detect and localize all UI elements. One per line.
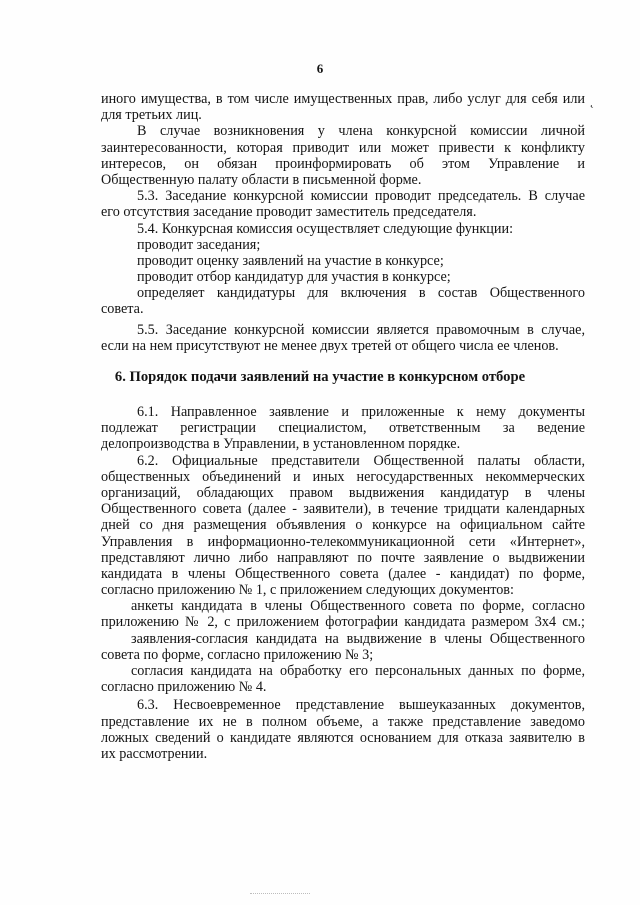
text-line: согласия кандидата на обработку его персональных данных по форме, [131, 663, 585, 679]
text-line: представляют лично либо направляют по почте заявление о выдвижении [101, 549, 585, 566]
text-line: проводит оценку заявлений на участие в конкурсе; [137, 252, 444, 269]
text-line: В случае возникновения у члена конкурсной комиссии личной [137, 123, 585, 140]
text-line: иного имущества, в том числе имущественных прав, либо услуг для себя или [101, 91, 585, 107]
text-line: дней со дня размещения объявления о конкурсе на официальном сайте [101, 517, 585, 534]
text-line: 6.2. Официальные представители Общественной палаты области, [137, 452, 585, 469]
text-line: приложению № 2, с приложением фотографии кандидата размером 3х4 см.; [101, 614, 585, 631]
text-line: проводит заседания; [137, 236, 261, 253]
text-line: подлежат регистрации специалистом, ответственным за ведение [101, 420, 585, 437]
text-line: заинтересованности, которая приводит или может привести к конфликту [101, 139, 585, 156]
section6-body [101, 404, 585, 762]
text-line: делопроизводства в Управлении, в установленном порядке. [101, 436, 461, 453]
text-line: проводит отбор кандидатур для участия в конкурсе; [137, 269, 451, 286]
text-line: общественных объединений и иных негосударственных некоммерческих [101, 468, 585, 485]
text-line: для третьих лиц. [101, 107, 202, 124]
text-line: 5.3. Заседание конкурсной комиссии проводит председатель. В случае [137, 188, 585, 205]
text-line: согласно приложению № 1, с приложением следующих документов: [101, 582, 514, 599]
stray-mark: ˛ [590, 94, 594, 108]
text-line: совета. [101, 301, 144, 318]
text-line: совета по форме, согласно приложению № 3; [101, 646, 374, 663]
section-heading: 6. Порядок подачи заявлений на участие в конкурсном отборе [114, 369, 526, 385]
text-line: организаций, обладающих правом выдвижения кандидатур в члены [101, 484, 585, 501]
text-line: 6.3. Несвоевременное представление вышеуказанных документов, [137, 697, 585, 714]
text-line: Общественного совета (далее - заявители), в течение тридцати календарных [101, 501, 585, 518]
text-line: его отсутствия заседание проводит заместитель председателя. [101, 204, 477, 221]
text-line: представление их не в полном объеме, а также представление заведомо [101, 713, 585, 730]
text-line: заявления-согласия кандидата на выдвижение в члены Общественного [131, 630, 585, 647]
text-line: 6.1. Направленное заявление и приложенные к нему документы [137, 404, 585, 420]
text-line: определяет кандидатуры для включения в состав Общественного [137, 285, 585, 302]
text-line: ложных сведений о кандидате являются основанием для отказа заявителю в [101, 729, 585, 746]
text-line: 5.5. Заседание конкурсной комиссии является правомочным в случае, [137, 321, 585, 338]
text-line: если на нем присутствуют не менее двух третей от общего числа ее членов. [101, 337, 559, 354]
text-line: 5.4. Конкурсная комиссия осуществляет следующие функции: [137, 220, 514, 237]
section5-continuation [101, 91, 585, 354]
text-line: Управления в информационно-телекоммуникационной сети «Интернет», [101, 533, 585, 550]
page-number: 6 [316, 61, 324, 76]
text-line: Общественную палату области в письменной форме. [101, 171, 422, 188]
text-line: анкеты кандидата в члены Общественного совета по форме, согласно [131, 598, 585, 615]
text-line: кандидата в члены Общественного совета (далее - кандидат) по форме, [101, 565, 585, 582]
text-line: их рассмотрении. [101, 745, 208, 762]
text-line: интересов, он обязан проинформировать об этом Управление и [101, 155, 585, 172]
text-line: согласно приложению № 4. [101, 679, 267, 696]
scan-artifact [250, 893, 310, 898]
